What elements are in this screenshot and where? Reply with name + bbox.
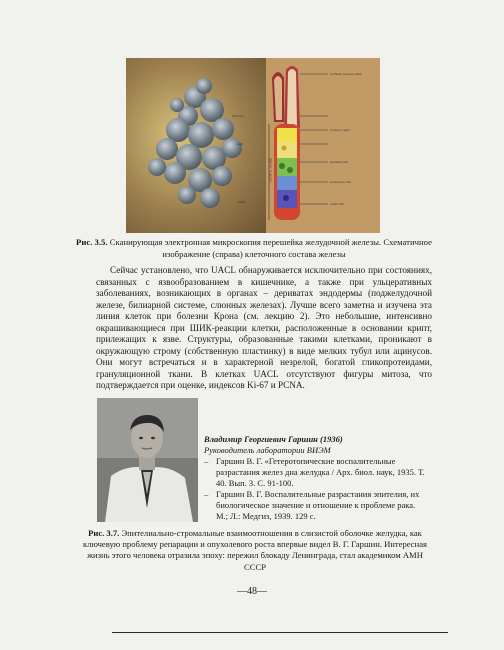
gland-diagram	[232, 58, 380, 233]
sem-micrograph	[126, 58, 266, 233]
bio-reference-text: Гаршин В. Г. Воспалительные разрастания эпителия, их биологическое значение и отношение к проблеме рака. М.; Л.: Медгиз, 1939. 129 с.	[216, 489, 420, 521]
caption-label: Рис. 3.7.	[88, 528, 120, 538]
gland-label: base	[238, 200, 246, 204]
figure-3-5	[126, 58, 380, 233]
gland-label: chief cell	[330, 202, 344, 206]
oxyntic-gland-schematic	[266, 58, 380, 233]
bio-role: Руководитель лаборатории ВИЭМ	[204, 445, 331, 455]
gland-label: parietal cell	[330, 160, 348, 164]
bio-name: Владимир Георгиевич Гаршин (1936)	[204, 434, 343, 444]
gland-label: surface mucous cells	[330, 72, 362, 76]
gland-label: endocrine cell	[330, 180, 352, 184]
gland-label: neck	[236, 142, 244, 146]
caption-label: Рис. 3.5.	[76, 237, 108, 247]
page-number: —48—	[237, 586, 267, 597]
gland-side-label: OXYNTIC GLAND	[268, 157, 273, 183]
caption-text: Эпителиально-стромальные взаимоотношения в слизистой оболочке желудка, как ключевую проблему репарации и опухолевого роста впервые видел В. Г. Гаршин. Интересная жизнь этого человека отразила эпоху: пережил блокаду Ленинграда, стал академиком АМН СССР	[83, 528, 427, 572]
bio-reference-text: Гаршин В. Г. «Гетеротопические воспалительные разрастания желез дна желудка / Арх. биол. наук, 1935. Т. 40. Вып. 3. С. 91-100.	[216, 456, 425, 488]
body-paragraph-text: Сейчас установлено, что UACL обнаруживается исключительно при состояниях, связанных с язвообразованием в кишечнике, а также при ульцеративных заболеваниях, возникающих в органах – дериватах эндодермы (поджелудочной железе, билиарной системе, слюнных железах). Лучше всего заметна и изучена эта линия клеток при болезни Крона (см. лекцию 2). Это небольшие, интенсивно окрашивающиеся при ШИК-реакции клетки, расположенные в основании крипт, прилежащих к язве. Структуры, образованные такими клетками, проникают в окружающую строму (собственную пластинку) в виде мелких тубул или ацинусов. Они могут встречаться и в характерной незрелой, богатой гликопротеидами, грануляционной ткани. В клетках UACL отсутствуют фигуры митоза, что подтверждается при оценке, индексов Ki-67 и PCNA.	[96, 265, 432, 390]
bottom-rule	[112, 632, 448, 633]
portrait-image	[97, 398, 198, 522]
caption-text: Сканирующая электронная микроскопия перешейка желудочной железы. Схематичное изображение (справа) клеточного состава железы	[107, 237, 432, 259]
bio-reference: – Гаршин В. Г. «Гетеротопические воспалительные разрастания желез дна желудка / Арх. биол. наук, 1935. Т. 40. Вып. 3. С. 91-100.	[204, 456, 425, 488]
biography	[204, 434, 429, 522]
bio-reference: – Гаршин В. Г. Воспалительные разрастания эпителия, их биологическое значение и отношение к проблеме рака. М.; Л.: Медгиз, 1939. 129 с.	[204, 489, 420, 521]
gland-label: mucous neck	[330, 128, 350, 132]
figure-3-7-caption	[80, 528, 430, 573]
gland-label: isthmus	[232, 114, 244, 118]
portrait-photo	[97, 398, 198, 522]
figure-3-5-caption	[70, 236, 438, 260]
body-paragraph	[96, 265, 432, 392]
bio-references	[204, 456, 429, 522]
